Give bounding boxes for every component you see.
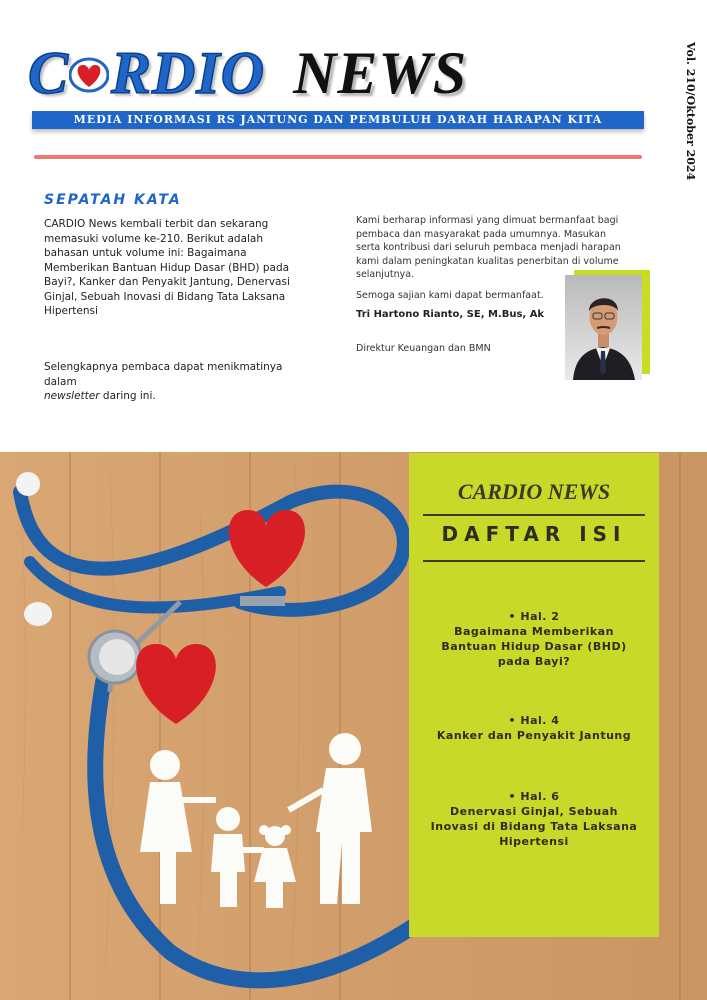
editorial-right-para2: Semoga sajian kami dapat bermanfaat. bbox=[356, 290, 544, 301]
toc-brand: CARDIO NEWS bbox=[457, 479, 611, 504]
editorial-right-para1: Kami berharap informasi yang dimuat bermanfaat bagi pembaca dan masyarakat pada umumnya. Masukan serta kontribusi dari seluruh pembaca menjadi harapan kami dalam peningkatan kualitas penerbitan di volume selanjutnya. bbox=[356, 215, 621, 280]
editorial-role: Direktur Keuangan dan BMN bbox=[356, 343, 491, 354]
toc-divider-top bbox=[423, 514, 645, 516]
closing-italic: newsletter bbox=[44, 390, 100, 402]
editorial-signer: Tri Hartono Rianto, SE, M.Bus, Ak bbox=[356, 309, 545, 320]
heart-logo-icon bbox=[69, 57, 109, 93]
portrait-illustration bbox=[565, 275, 642, 380]
editorial-closing bbox=[44, 360, 304, 404]
closing-line1: Selengkapnya pembaca dapat menikmatinya dalam bbox=[44, 361, 283, 388]
toc-item-page: • Hal. 2 bbox=[508, 610, 560, 623]
masthead-cardio-c: C bbox=[28, 40, 70, 106]
toc-heading: DAFTAR ISI bbox=[441, 522, 627, 546]
toc-item-page: • Hal. 6 bbox=[508, 790, 560, 803]
toc-divider-bottom bbox=[423, 560, 645, 562]
masthead-news: NEWS bbox=[293, 40, 468, 106]
toc-item-title: Denervasi Ginjal, Sebuah Inovasi di Bidang Tata Laksana Hipertensi bbox=[430, 805, 638, 848]
director-portrait bbox=[565, 275, 642, 380]
toc-item-title: Bagaimana Memberikan Bantuan Hidup Dasar (BHD) pada Bayi? bbox=[441, 625, 627, 668]
masthead-logo bbox=[28, 38, 467, 108]
table-of-contents bbox=[409, 453, 659, 937]
header-divider bbox=[34, 155, 642, 159]
editorial-title: SEPATAH KATA bbox=[44, 192, 182, 208]
editorial-intro: CARDIO News kembali terbit dan sekarang memasuki volume ke-210. Berikut adalah bahasan untuk volume ini: Bagaimana Memberikan Bantuan Hidup Dasar (BHD) pada Bayi?, Kanker dan Penyakit Jantung, Denervasi Ginjal, Sebuah Inovasi di Bidang Tata Laksana Hipertensi bbox=[44, 218, 290, 317]
volume-label: Vol. 210/Oktober 2024 bbox=[684, 42, 697, 181]
closing-line2: daring ini. bbox=[99, 390, 156, 402]
masthead-tagline: MEDIA INFORMASI RS JANTUNG DAN PEMBULUH DARAH HARAPAN KITA bbox=[32, 111, 644, 129]
toc-item[interactable] bbox=[429, 713, 639, 743]
toc-item-title: Kanker dan Penyakit Jantung bbox=[436, 729, 632, 742]
toc-item[interactable] bbox=[429, 789, 639, 849]
toc-item[interactable] bbox=[429, 609, 639, 669]
toc-item-page: • Hal. 4 bbox=[508, 714, 560, 727]
masthead-cardio-rest: RDIO bbox=[111, 40, 266, 106]
